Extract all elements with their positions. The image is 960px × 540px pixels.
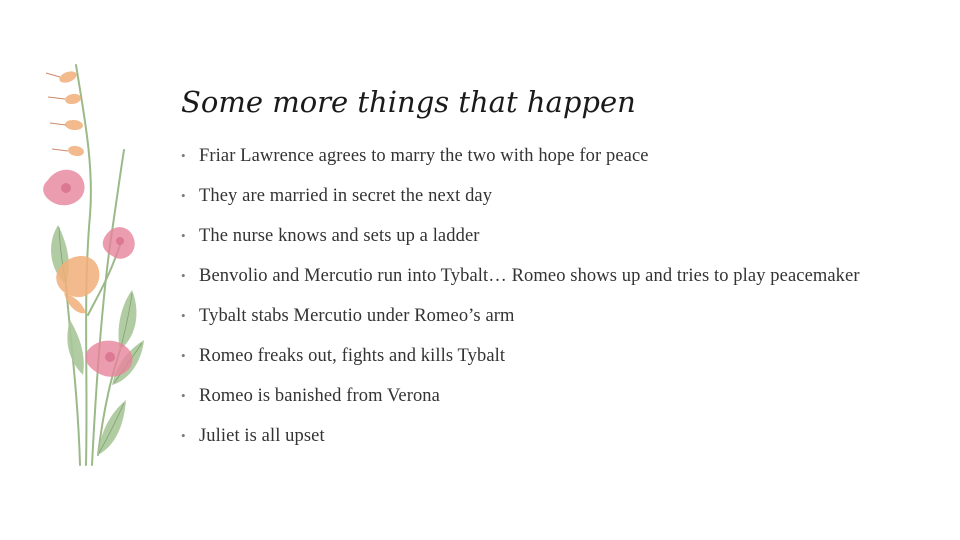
bullet-text: Friar Lawrence agrees to marry the two with hope for peace xyxy=(199,146,649,166)
bullet-marker: • xyxy=(181,228,186,243)
bullet-item xyxy=(181,345,901,367)
bullet-text: Tybalt stabs Mercutio under Romeo’s arm xyxy=(199,306,515,326)
bullet-marker: • xyxy=(181,428,186,443)
bullet-marker: • xyxy=(181,268,186,283)
bullet-item xyxy=(181,305,901,327)
bullet-text: Benvolio and Mercutio run into Tybalt… Romeo shows up and tries to play peacemaker xyxy=(199,266,860,286)
slide-title: Some more things that happen xyxy=(181,85,636,119)
bullet-text: Romeo is banished from Verona xyxy=(199,386,440,406)
bullet-text: They are married in secret the next day xyxy=(199,186,493,206)
bullet-item xyxy=(181,385,901,407)
bullet-text: Romeo freaks out, fights and kills Tybalt xyxy=(199,346,506,366)
bullet-marker: • xyxy=(181,388,186,403)
bullet-item xyxy=(181,145,901,167)
bullet-marker: • xyxy=(181,308,186,323)
bullet-item xyxy=(181,225,901,247)
bullet-text: The nurse knows and sets up a ladder xyxy=(199,226,480,246)
bullet-item xyxy=(181,425,901,447)
bullet-marker: • xyxy=(181,348,186,363)
bullet-marker: • xyxy=(181,148,186,163)
bullet-marker: • xyxy=(181,188,186,203)
bullet-list xyxy=(181,145,901,465)
bullet-item xyxy=(181,185,901,207)
bullet-text: Juliet is all upset xyxy=(199,426,325,446)
watercolor-flower-stems-icon xyxy=(28,55,148,475)
bullet-item xyxy=(181,265,901,287)
